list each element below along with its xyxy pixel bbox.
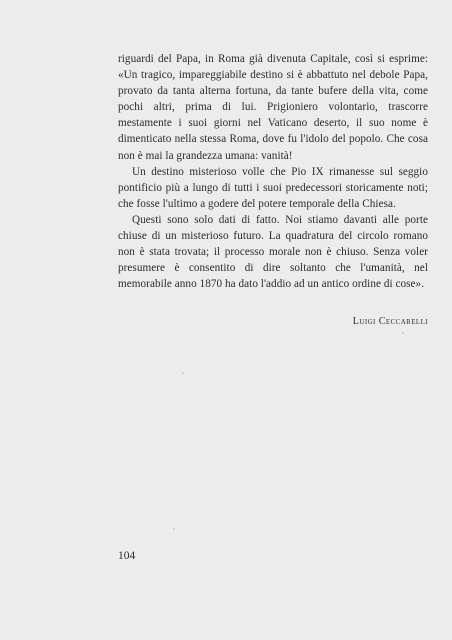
paper-speck — [182, 372, 184, 374]
paragraph-2: Un destino misterioso volle che Pio IX rimanesse sul seggio pontificio più a lungo di tutti i suoi predecessori storicamente noti; che fosse l'ultimo a godere del potere temporale della Chiesa. — [118, 165, 428, 210]
paragraph-1: riguardi del Papa, in Roma già divenuta Capitale, così si esprime: «Un tragico, impareggiabile destino si è abbattuto nel debole Papa, provato da tanta alterna fortuna, da tante bufere della vita, come pochi altri, prima di lui. Prigioniero volontario, trascorre mestamente i suoi giorni nel Vaticano deserto, il suo nome è dimenticato nella stessa Roma, dove fu l'idolo del popolo. Che cosa non è mai la grandezza umana: vanità! — [118, 53, 428, 162]
author-signature: Luigi Ceccarelli — [352, 316, 428, 327]
paragraph-3: Questi sono solo dati di fatto. Noi stiamo davanti alle porte chiuse di un misterioso futuro. La quadratura del circolo romano non è stata trovata; il processo morale non è chiuso. Senza voler presumere è consentito di dire soltanto che l'umanità, nel memorabile anno 1870 ha dato l'addio ad un antico ordine di cose». — [118, 213, 428, 291]
paper-speck — [402, 332, 404, 334]
paper-speck — [173, 528, 175, 530]
body-text — [118, 51, 428, 292]
page-number: 104 — [118, 550, 136, 562]
